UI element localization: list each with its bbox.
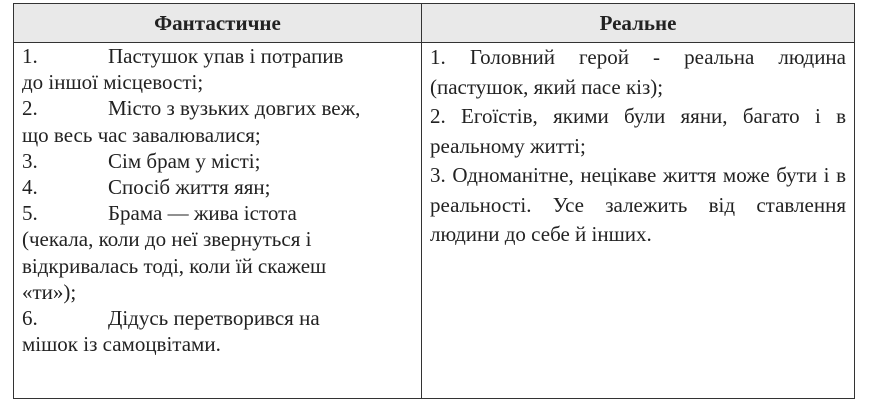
list-item (22, 200, 413, 305)
item-number: 5. (22, 201, 38, 226)
list-item (22, 95, 413, 147)
header-real: Реальне (422, 4, 855, 43)
list-item (22, 148, 413, 174)
list-item (22, 174, 413, 200)
item-number: 3. (22, 148, 38, 173)
header-row (14, 4, 855, 43)
list-item: 3. Одноманітне, нецікаве життя може бути і в реальності. Усе залежить від ставлення людини до себе й інших. (430, 163, 846, 246)
item-number: 2. (22, 96, 38, 121)
header-fantastic: Фантастичне (14, 4, 422, 43)
item-text-cont: що весь час завалювалися; (22, 122, 261, 147)
item-text: Пастушок упав і потрапив (108, 44, 344, 68)
list-item (22, 43, 413, 95)
item-number: 4. (22, 175, 38, 200)
fantastic-cell (14, 43, 422, 399)
item-text-cont: (чекала, коли до неї звернуться і (22, 227, 312, 252)
list-item: 2. Егоїстів, якими були яяни, багато і в реальному житті; (430, 104, 846, 158)
item-number: 1. (22, 44, 38, 68)
item-text: Брама — жива істота (108, 201, 297, 226)
item-text: Дідусь перетворився на (108, 306, 320, 331)
item-text-cont: «ти»); (22, 279, 77, 304)
item-number: 6. (22, 306, 38, 331)
item-text: Сім брам у місті; (108, 148, 261, 173)
item-text-cont: мішок із самоцвітами. (22, 332, 221, 357)
content-row (14, 43, 855, 399)
item-text: Місто з вузьких довгих веж, (108, 96, 361, 121)
comparison-table (13, 3, 855, 399)
list-item (22, 305, 413, 357)
list-item: 1. Головний герой - реальна людина (пастушок, який пасе кіз); (430, 45, 846, 99)
item-text-cont: відкривалась тоді, коли їй скажеш (22, 253, 327, 278)
item-text: Спосіб життя яян; (108, 175, 271, 200)
item-text-cont: до іншої місцевості; (22, 70, 204, 95)
real-cell (422, 43, 855, 399)
